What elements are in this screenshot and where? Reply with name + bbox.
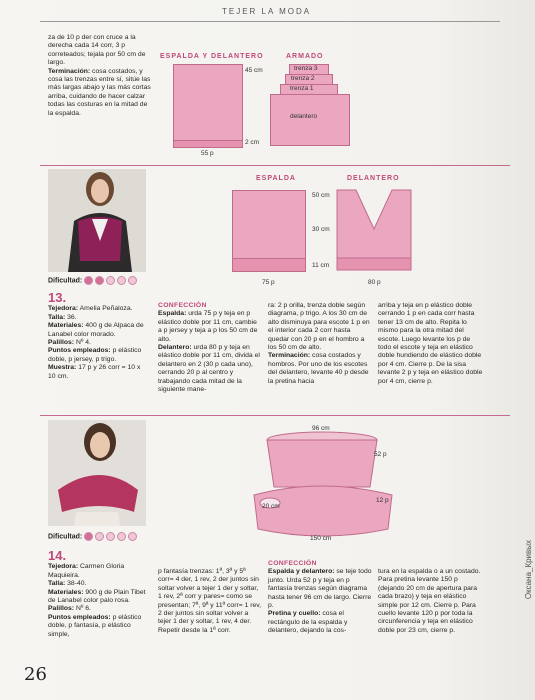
- diagram2-dim-80: 80 p: [368, 279, 381, 286]
- difficulty-dot: [84, 276, 93, 285]
- difficulty-dot: [84, 532, 93, 541]
- pattern13-palillos: Nº 4.: [74, 339, 91, 347]
- pattern13-terminacion-label: Terminación:: [268, 352, 311, 360]
- pattern14-tejedora-label: Tejedora:: [48, 563, 79, 571]
- diagram2-dim-75: 75 p: [262, 279, 275, 286]
- diagram3-dim-20: 20 cm: [262, 503, 280, 510]
- difficulty-dot: [106, 276, 115, 285]
- diagram1-dim-45: 45 cm: [245, 67, 263, 74]
- pattern14-palillos: Nº 6.: [74, 605, 91, 613]
- header-title: TEJER LA MODA: [222, 7, 312, 16]
- difficulty-14-label: Dificultad:: [48, 533, 83, 541]
- difficulty-dot: [128, 276, 137, 285]
- pattern13-confeccion: [158, 302, 262, 394]
- header-rule: [40, 21, 500, 22]
- pattern14-confeccion: [268, 560, 372, 636]
- intro-text: [48, 34, 152, 118]
- pattern14-confeccion-heading: CONFECCIÓN: [268, 560, 317, 567]
- diagram3-dim-96: 96 cm: [312, 425, 330, 432]
- pattern14-puntos: p elástico doble, p fantasía, p elástico simple,: [48, 613, 142, 638]
- diagram2-label-right: DELANTERO: [347, 175, 400, 182]
- pattern13-confeccion-heading: CONFECCIÓN: [158, 302, 207, 309]
- pattern14-number: 14.: [48, 548, 67, 563]
- diagram1-dim-55: 55 p: [201, 150, 214, 157]
- pattern13-materiales-label: Materiales:: [48, 322, 84, 330]
- model-13-illustration: [48, 169, 146, 272]
- pattern13-col4: [378, 302, 484, 386]
- difficulty-14: [48, 532, 139, 541]
- pattern13-espalda-label: Espalda:: [158, 310, 187, 318]
- model-14-illustration: [48, 420, 146, 526]
- pattern13-delantero: urda 80 p y teja en elástico doble por 11 cm, divida el delantero en 2 (30 p cada uno), cerrando 20 p al centro y trabajando cada mitad de la siguiente mane-: [158, 344, 260, 394]
- pattern13-terminacion: cosa costados y hombros. Por uno de los escotes del delantero, levante 40 p desde la pretina hacia: [268, 352, 369, 385]
- pattern13-tejedora: Amelia Peñaloza.: [78, 305, 133, 313]
- intro-term-text: cosa costados, y cosa las trenzas entre sí, sitúe las más largas abajo y las más cortas arriba, cuidando de hacer calzar todas las costuras en la mitad de la espalda.: [48, 67, 151, 117]
- diagram3-dim-150: 150 cm: [310, 535, 332, 542]
- pattern14-col4-text: tura en la espalda o a un costado. Para pretina levante 150 p (dejando 20 cm de apertura para cada brazo) y teja en elástico simple por 12 cm. Cierre p. Para cuello levante 120 p por toda la circunferencia y teja en elástico doble por 23 cm, cierre p.: [378, 568, 481, 634]
- pattern14-materiales-label: Materiales:: [48, 588, 84, 596]
- difficulty-dot: [106, 532, 115, 541]
- difficulty-13: [48, 276, 139, 285]
- pattern13-col3: [268, 302, 372, 386]
- pattern13-number: 13.: [48, 290, 67, 305]
- intro-text1: za de 10 p der con cruce a la derecha cada 14 corr, 3 p correteados; tejala por 50 cm de largo.: [48, 34, 146, 67]
- diagram1-front-panel: [173, 64, 243, 148]
- pattern13-muestra: 17 p y 26 corr = 10 x 10 cm.: [48, 364, 141, 380]
- pattern14-tejedora: Carmen Gloria Maquieira.: [48, 563, 125, 579]
- pattern14-materiales: 900 g de Plain Tibet de Lanabel color palo rosa.: [48, 588, 146, 605]
- page-header: [0, 0, 520, 22]
- watermark: Оксана_Кривых: [524, 540, 533, 600]
- diagram2-dim-30: 30 cm: [312, 226, 330, 233]
- pattern13-talla-label: Talla:: [48, 313, 66, 321]
- pattern14-col2: [158, 568, 262, 635]
- model-photo-14: [48, 420, 146, 526]
- pattern14-talla: 38-40.: [65, 580, 87, 588]
- pattern13-specs: [48, 290, 148, 381]
- pattern14-pretina: cosa el rectángulo de la espalda y delantero, dejando la cos-: [268, 610, 348, 635]
- pattern13-col3-text: ra: 2 p orilla, trenza doble según diagrama, p trigo. A los 30 cm de alto disminuya para escote 1 p en el interior cada 2 corr hasta quedar con 20 p en el hombro a los 50 cm de alto.: [268, 302, 370, 352]
- difficulty-dot: [128, 532, 137, 541]
- pattern14-pretina-label: Pretina y cuello:: [268, 610, 321, 618]
- diagram1-label-right: ARMADO: [286, 53, 324, 60]
- diagram1-delantero: [270, 94, 350, 146]
- pattern14-col2-text: p fantasía trenzas: 1ª, 3ª y 5ª corr= 4 der, 1 rev, 2 der juntos sin soltar volver a tejer 1 der y soltar, 1 rev, 2ª corr y pares= como se presentan; 7ª, 9ª y 11ª corr= 1 rev, 2 der juntos sin soltar volver a tejer 1 der y soltar, 1 rev, 4 der. Repetir desde la 1ª corr.: [158, 568, 262, 634]
- page-number: 26: [24, 664, 47, 685]
- difficulty-dot: [117, 276, 126, 285]
- pattern13-tejedora-label: Tejedora:: [48, 305, 79, 313]
- diagram1-dim-2: 2 cm: [245, 139, 260, 146]
- pattern13-talla: 36.: [65, 313, 77, 321]
- pattern13-puntos: p elástico doble, p jersey, p trigo.: [48, 347, 142, 363]
- pattern14-espalda-label: Espalda y delantero:: [268, 568, 335, 576]
- diagram3-dim-52: 52 p: [374, 451, 387, 458]
- pattern14-talla-label: Talla:: [48, 580, 66, 588]
- difficulty-dot: [95, 276, 104, 285]
- pattern13-materiales: 400 g de Alpaca de Lanabel color morado.: [48, 322, 144, 338]
- diagram1-trenza1-label: trenza 1: [290, 85, 314, 92]
- diagram3-dim-12: 12 p: [376, 497, 389, 504]
- diagram1-delantero-label: delantero: [290, 113, 318, 120]
- pattern13-delantero-label: Delantero:: [158, 344, 192, 352]
- diagram3-cowl: [250, 425, 400, 543]
- difficulty-13-label: Dificultad:: [48, 277, 83, 285]
- diagram1-label-left: ESPALDA Y DELANTERO: [160, 53, 264, 60]
- diagram1-ribbing: [173, 140, 243, 148]
- model-photo-13: [48, 169, 146, 272]
- pattern14-puntos-label: Puntos empleados:: [48, 613, 111, 621]
- diagram2-dim-11: 11 cm: [312, 262, 330, 269]
- diagram1-trenza2-label: trenza 2: [291, 75, 315, 82]
- pattern14-espalda: se teje todo junto. Urda 52 p y teja en p fantasía trenzas según diagrama hasta tener 96 cm de largo. Cierre p.: [268, 568, 372, 610]
- difficulty-dot: [117, 532, 126, 541]
- pattern14-col4: [378, 568, 484, 635]
- section-divider-2: [40, 415, 510, 416]
- pattern13-espalda: urda 75 p y teja en p elástico doble por 11 cm, cambie a p jersey y teja a p los 50 cm de alto.: [158, 310, 258, 343]
- difficulty-dot: [95, 532, 104, 541]
- pattern13-col4-text: arriba y teja en p elástico doble cerrando 1 p en cada corr hasta tener 13 cm de alto. Repita lo mismo para la otra mitad del escote. Luego levante los p de todo el escote y teja en elástico doble hundiendo de elástico doble por 4 cm. Cierre p. De la sisa levante 2 p y teja en elástico doble por 4 cm, cierre p.: [378, 302, 483, 385]
- diagram1-trenza3-label: trenza 3: [294, 65, 318, 72]
- diagram2-espalda-ribbing: [232, 258, 306, 272]
- pattern13-palillos-label: Palillos:: [48, 339, 75, 347]
- section-divider-1: [40, 165, 510, 166]
- diagram2-label-left: ESPALDA: [256, 175, 296, 182]
- difficulty-14-dots: [84, 533, 139, 540]
- pattern13-puntos-label: Puntos empleados:: [48, 347, 111, 355]
- diagram2-dim-50: 50 cm: [312, 192, 330, 199]
- pattern14-palillos-label: Palillos:: [48, 605, 75, 613]
- difficulty-13-dots: [84, 277, 139, 284]
- pattern14-specs: [48, 548, 148, 639]
- pattern13-muestra-label: Muestra:: [48, 364, 77, 372]
- intro-term-label: Terminación:: [48, 67, 91, 75]
- diagram2-delantero: [336, 189, 412, 271]
